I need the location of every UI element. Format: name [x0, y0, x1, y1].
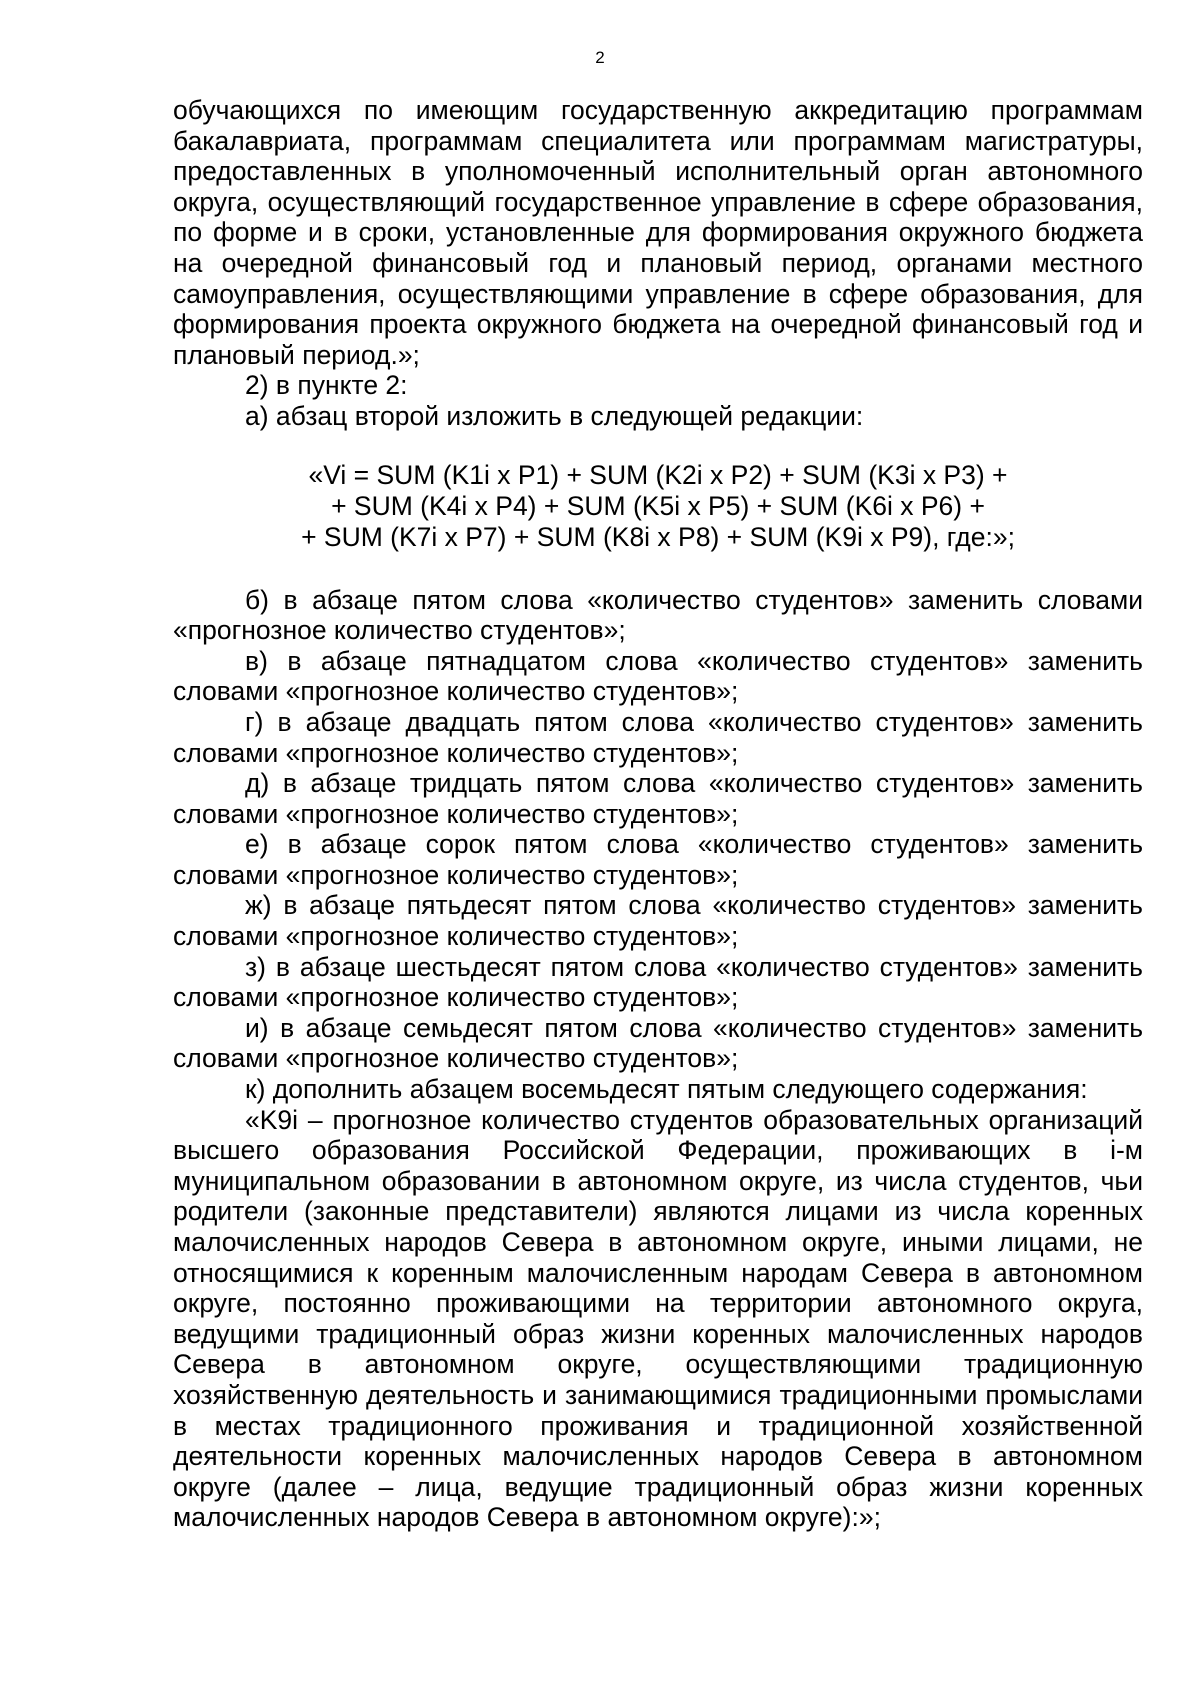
item-a: а) абзац второй изложить в следующей редакции:: [245, 400, 864, 431]
document-body: [173, 95, 1143, 1533]
item-zh: ж) в абзаце пятьдесят пятом слова «количество студентов» заменить словами «прогнозное количество студентов»;: [173, 890, 1143, 952]
formula-line: + SUM (K4i x P4) + SUM (K5i x P5) + SUM (K6i x P6) +: [331, 490, 985, 521]
item-2: 2) в пункте 2:: [245, 370, 408, 401]
item-b: б) в абзаце пятом слова «количество студентов» заменить словами «прогнозное количество студентов»;: [173, 584, 1143, 646]
item-g: г) в абзаце двадцать пятом слова «количество студентов» заменить словами «прогнозное количество студентов»;: [173, 706, 1143, 768]
item-i: и) в абзаце семьдесят пятом слова «количество студентов» заменить словами «прогнозное количество студентов»;: [173, 1012, 1143, 1074]
intro-paragraph: обучающихся по имеющим государственную аккредитацию программам бакалавриата, программам специалитета или программам магистратуры, предоставленных в уполномоченный исполнительный орган автономного округа, осуществляющий государственное управление в сфере образования, по форме и в сроки, установленные для формирования окружного бюджета на очередной финансовый год и плановый период, органами местного самоуправления, осуществляющими управление в сфере образования, для формирования проекта окружного бюджета на очередной финансовый год и плановый период.»;: [173, 95, 1143, 370]
formula-line: «Vi = SUM (K1i x P1) + SUM (K2i x P2) + SUM (K3i x P3) +: [308, 459, 1008, 490]
k9-definition-paragraph: «K9i – прогнозное количество студентов образовательных организаций высшего образования Российской Федерации, проживающих в i-м муниципальном образовании в автономном округе, из числа студентов, чьи родители (законные представители) являются лицами из числа коренных малочисленных народов Севера в автономном округе, иными лицами, не относящимися к коренным малочисленным народам Севера в автономном округе, постоянно проживающими на территории автономного округа, ведущими традиционный образ жизни коренных малочисленных народов Севера в автономном округе, осуществляющими традиционную хозяйственную деятельность и занимающимися традиционными промыслами в местах традиционного проживания и традиционной хозяйственной деятельности коренных малочисленных народов Севера в автономном округе (далее – лица, ведущие традиционный образ жизни коренных малочисленных народов Севера в автономном округе):»;: [173, 1104, 1143, 1533]
page-number: 2: [595, 48, 605, 67]
formula-block: [173, 460, 1143, 553]
item-e: е) в абзаце сорок пятом слова «количество студентов» заменить словами «прогнозное количество студентов»;: [173, 829, 1143, 890]
formula-line: + SUM (K7i x P7) + SUM (K8i x P8) + SUM (K9i x P9), где:»;: [301, 521, 1015, 552]
item-v: в) в абзаце пятнадцатом слова «количество студентов» заменить словами «прогнозное количество студентов»;: [173, 645, 1143, 707]
item-z: з) в абзаце шестьдесят пятом слова «количество студентов» заменить словами «прогнозное количество студентов»;: [173, 951, 1143, 1013]
item-d: д) в абзаце тридцать пятом слова «количество студентов» заменить словами «прогнозное количество студентов»;: [173, 768, 1143, 829]
item-k: к) дополнить абзацем восемьдесят пятым следующего содержания:: [245, 1074, 1088, 1105]
